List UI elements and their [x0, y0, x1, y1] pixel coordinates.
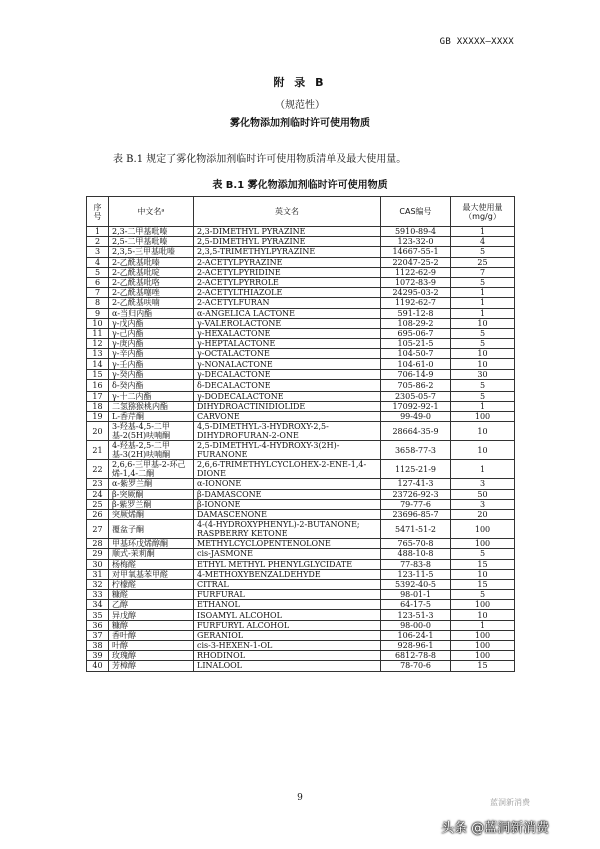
row-number: 20: [87, 422, 109, 441]
table-row: [87, 479, 515, 489]
row-number: 31: [87, 569, 109, 579]
cas-number: 123-11-5: [381, 569, 451, 579]
max-use: 1: [451, 402, 515, 412]
en-name: γ-HEXALACTONE: [194, 328, 381, 338]
table-row: [87, 539, 515, 549]
cas-number: 78-70-6: [381, 661, 451, 671]
max-use: 3: [451, 479, 515, 489]
max-use: 10: [451, 610, 515, 620]
table-row: [87, 349, 515, 359]
cn-name: 3-羟基-4,5-二甲基-2(5H)呋喃酮: [109, 422, 194, 441]
table-row: [87, 641, 515, 651]
row-number: 14: [87, 359, 109, 369]
row-number: 19: [87, 412, 109, 422]
table-row: [87, 247, 515, 257]
en-name: 2,6,6-TRIMETHYLCYCLOHEX-2-ENE-1,4-DIONE: [194, 460, 381, 479]
table-row: [87, 630, 515, 640]
max-use: 15: [451, 559, 515, 569]
en-name: ETHYL METHYL PHENYLGLYCIDATE: [194, 559, 381, 569]
table-row: [87, 277, 515, 287]
cn-name: 对甲氧基苯甲醛: [109, 569, 194, 579]
cn-name: 叶醇: [109, 641, 194, 651]
max-use: 100: [451, 630, 515, 640]
row-number: 8: [87, 298, 109, 308]
max-use: 1: [451, 620, 515, 630]
cas-number: 98-00-0: [381, 620, 451, 630]
cas-number: 1122-62-9: [381, 267, 451, 277]
intro-paragraph: 表 B.1 规定了雾化物添加剂临时许可使用物质清单及最大使用量。: [113, 154, 407, 165]
cn-name: 2-乙酰基吡嗪: [109, 257, 194, 267]
table-row: [87, 339, 515, 349]
row-number: 26: [87, 509, 109, 519]
row-number: 27: [87, 520, 109, 539]
appendix-label: 附 录 B: [273, 76, 327, 89]
table-row: [87, 318, 515, 328]
en-name: 4-(4-HYDROXYPHENYL)-2-BUTANONE; RASPBERRY KETONE: [194, 520, 381, 539]
table-row: [87, 257, 515, 267]
cn-name: γ-壬内酯: [109, 359, 194, 369]
table-row: [87, 359, 515, 369]
row-number: 34: [87, 600, 109, 610]
en-name: γ-VALEROLACTONE: [194, 318, 381, 328]
cas-number: 123-51-3: [381, 610, 451, 620]
en-name: ISOAMYL ALCOHOL: [194, 610, 381, 620]
max-use: 5: [451, 339, 515, 349]
table-row: [87, 489, 515, 499]
cas-number: 104-61-0: [381, 359, 451, 369]
table-row: [87, 298, 515, 308]
table-row: [87, 549, 515, 559]
standard-number: GB XXXXX—XXXX: [439, 37, 514, 47]
en-name: 2-ACETYLPYRAZINE: [194, 257, 381, 267]
row-number: 17: [87, 391, 109, 401]
en-name: 2-ACETYLFURAN: [194, 298, 381, 308]
en-name: 2,5-DIMETHYL PYRAZINE: [194, 237, 381, 247]
cas-number: 1072-83-9: [381, 277, 451, 287]
cn-name: 4-羟基-2,5-二甲基-3(2H)呋喃酮: [109, 441, 194, 460]
max-use: 1: [451, 308, 515, 318]
table-row: [87, 328, 515, 338]
en-name: CARVONE: [194, 412, 381, 422]
table-row: [87, 579, 515, 589]
cas-number: 1192-62-7: [381, 298, 451, 308]
cas-number: 77-83-8: [381, 559, 451, 569]
row-number: 28: [87, 539, 109, 549]
cn-name: α-紫罗兰酮: [109, 479, 194, 489]
max-use: 10: [451, 569, 515, 579]
table-row: [87, 412, 515, 422]
cn-name: 甲基环戊烯醇酮: [109, 539, 194, 549]
en-name: γ-DODECALACTONE: [194, 391, 381, 401]
row-number: 30: [87, 559, 109, 569]
row-number: 38: [87, 641, 109, 651]
cas-number: 123-32-0: [381, 237, 451, 247]
row-number: 32: [87, 579, 109, 589]
appendix-normative: （规范性）: [275, 100, 325, 111]
cas-number: 5910-89-4: [381, 227, 451, 237]
cas-number: 22047-25-2: [381, 257, 451, 267]
row-number: 22: [87, 460, 109, 479]
row-number: 3: [87, 247, 109, 257]
table-row: [87, 600, 515, 610]
header-no: 序号: [87, 197, 109, 227]
table-row: [87, 267, 515, 277]
cn-name: δ-癸内酯: [109, 379, 194, 391]
en-name: 2-ACETYLPYRIDINE: [194, 267, 381, 277]
cas-number: 6812-78-8: [381, 651, 451, 661]
cas-number: 2305-05-7: [381, 391, 451, 401]
table-row: [87, 610, 515, 620]
watermark: 头条 @蓝洞新消费: [441, 821, 550, 836]
cas-number: 765-70-8: [381, 539, 451, 549]
table-row: [87, 590, 515, 600]
row-number: 18: [87, 402, 109, 412]
row-number: 15: [87, 369, 109, 379]
max-use: 100: [451, 539, 515, 549]
table-row: [87, 369, 515, 379]
max-use: 5: [451, 590, 515, 600]
max-use: 100: [451, 600, 515, 610]
en-name: 2,5-DIMETHYL-4-HYDROXY-3(2H)-FURANONE: [194, 441, 381, 460]
cn-name: 2,5-二甲基吡嗪: [109, 237, 194, 247]
row-number: 36: [87, 620, 109, 630]
row-number: 2: [87, 237, 109, 247]
table-row: [87, 422, 515, 441]
max-use: 5: [451, 549, 515, 559]
cas-number: 24295-03-2: [381, 288, 451, 298]
en-name: α-ANGELICA LACTONE: [194, 308, 381, 318]
cas-number: 14667-55-1: [381, 247, 451, 257]
row-number: 9: [87, 308, 109, 318]
cas-number: 591-12-8: [381, 308, 451, 318]
row-number: 10: [87, 318, 109, 328]
max-use: 15: [451, 661, 515, 671]
en-name: 4-METHOXYBENZALDEHYDE: [194, 569, 381, 579]
cn-name: γ-己内酯: [109, 328, 194, 338]
cn-name: L-香芹酮: [109, 412, 194, 422]
row-number: 7: [87, 288, 109, 298]
max-use: 10: [451, 359, 515, 369]
en-name: FURFURYL ALCOHOL: [194, 620, 381, 630]
watermark-small: 蓝洞新消费: [490, 798, 530, 807]
en-name: γ-DECALACTONE: [194, 369, 381, 379]
table-row: [87, 227, 515, 237]
cn-name: 玫瑰醇: [109, 651, 194, 661]
table-row: [87, 288, 515, 298]
row-number: 25: [87, 499, 109, 509]
cas-number: 1125-21-9: [381, 460, 451, 479]
table-row: [87, 379, 515, 391]
max-use: 30: [451, 369, 515, 379]
en-name: RHODINOL: [194, 651, 381, 661]
max-use: 50: [451, 489, 515, 499]
table-body: [87, 227, 515, 672]
max-use: 100: [451, 520, 515, 539]
header-cas: CAS编号: [381, 197, 451, 227]
max-use: 3: [451, 499, 515, 509]
cas-number: 28664-35-9: [381, 422, 451, 441]
max-use: 10: [451, 441, 515, 460]
table-row: [87, 499, 515, 509]
table-row: [87, 569, 515, 579]
cn-name: 柠檬醛: [109, 579, 194, 589]
row-number: 13: [87, 349, 109, 359]
cn-name: 2-乙酰基呋喃: [109, 298, 194, 308]
cn-name: 糠醇: [109, 620, 194, 630]
max-use: 25: [451, 257, 515, 267]
en-name: γ-HEPTALACTONE: [194, 339, 381, 349]
row-number: 21: [87, 441, 109, 460]
cas-number: 23726-92-3: [381, 489, 451, 499]
table-row: [87, 620, 515, 630]
max-use: 5: [451, 277, 515, 287]
cas-number: 706-14-9: [381, 369, 451, 379]
max-use: 20: [451, 509, 515, 519]
max-use: 100: [451, 651, 515, 661]
cn-name: 乙醇: [109, 600, 194, 610]
cas-number: 127-41-3: [381, 479, 451, 489]
en-name: δ-DECALACTONE: [194, 379, 381, 391]
cn-name: 2,6,6-三甲基-2-环己烯-1,4-二酮: [109, 460, 194, 479]
cas-number: 98-01-1: [381, 590, 451, 600]
cn-name: β-突厥酮: [109, 489, 194, 499]
cas-number: 106-24-1: [381, 630, 451, 640]
row-number: 35: [87, 610, 109, 620]
cas-number: 488-10-8: [381, 549, 451, 559]
cas-number: 64-17-5: [381, 600, 451, 610]
en-name: ETHANOL: [194, 600, 381, 610]
en-name: β-DAMASCONE: [194, 489, 381, 499]
cn-name: 顺式-茉莉酮: [109, 549, 194, 559]
cn-name: 2-乙酰基吡咯: [109, 277, 194, 287]
max-use: 5: [451, 328, 515, 338]
cn-name: 二氢猕猴桃内酯: [109, 402, 194, 412]
max-use: 10: [451, 349, 515, 359]
cn-name: 覆盆子酮: [109, 520, 194, 539]
cn-name: γ-庚内酯: [109, 339, 194, 349]
row-number: 12: [87, 339, 109, 349]
row-number: 39: [87, 651, 109, 661]
en-name: 2-ACETYLPYRROLE: [194, 277, 381, 287]
table-row: [87, 661, 515, 671]
cn-name: γ-十二内酯: [109, 391, 194, 401]
en-name: LINALOOL: [194, 661, 381, 671]
cas-number: 23696-85-7: [381, 509, 451, 519]
max-use: 1: [451, 227, 515, 237]
row-number: 29: [87, 549, 109, 559]
cas-number: 104-50-7: [381, 349, 451, 359]
row-number: 5: [87, 267, 109, 277]
cas-number: 695-06-7: [381, 328, 451, 338]
cn-name: α-当归内酯: [109, 308, 194, 318]
page-number: 9: [297, 793, 303, 803]
row-number: 1: [87, 227, 109, 237]
row-number: 11: [87, 328, 109, 338]
table-row: [87, 237, 515, 247]
max-use: 15: [451, 579, 515, 589]
max-use: 5: [451, 247, 515, 257]
cas-number: 3658-77-3: [381, 441, 451, 460]
cn-name: 芳樟醇: [109, 661, 194, 671]
max-use: 100: [451, 412, 515, 422]
max-use: 1: [451, 460, 515, 479]
cn-name: γ-辛内酯: [109, 349, 194, 359]
en-name: γ-OCTALACTONE: [194, 349, 381, 359]
cn-name: γ-戊内酯: [109, 318, 194, 328]
max-use: 4: [451, 237, 515, 247]
table-row: [87, 391, 515, 401]
cn-name: 2,3-二甲基吡嗪: [109, 227, 194, 237]
table-row: [87, 509, 515, 519]
en-name: DIHYDROACTINIDIOLIDE: [194, 402, 381, 412]
max-use: 1: [451, 288, 515, 298]
max-use: 5: [451, 379, 515, 391]
max-use: 10: [451, 422, 515, 441]
table-row: [87, 441, 515, 460]
en-name: cis-3-HEXEN-1-OL: [194, 641, 381, 651]
header-cn: 中文名ᵃ: [109, 197, 194, 227]
max-use: 1: [451, 298, 515, 308]
table-row: [87, 402, 515, 412]
cn-name: β-紫罗兰酮: [109, 499, 194, 509]
max-use: 10: [451, 318, 515, 328]
cas-number: 99-49-0: [381, 412, 451, 422]
row-number: 24: [87, 489, 109, 499]
cn-name: 突厥烯酮: [109, 509, 194, 519]
en-name: 2,3-DIMETHYL PYRAZINE: [194, 227, 381, 237]
cn-name: 杨梅醛: [109, 559, 194, 569]
en-name: 4,5-DIMETHYL-3-HYDROXY-2,5-DIHYDROFURAN-2-ONE: [194, 422, 381, 441]
cas-number: 79-77-6: [381, 499, 451, 509]
table-row: [87, 460, 515, 479]
row-number: 4: [87, 257, 109, 267]
substance-table: [86, 196, 515, 672]
cas-number: 5471-51-2: [381, 520, 451, 539]
en-name: γ-NONALACTONE: [194, 359, 381, 369]
header-max-use: 最大使用量（mg/g）: [451, 197, 515, 227]
cas-number: 17092-92-1: [381, 402, 451, 412]
en-name: 2,3,5-TRIMETHYLPYRAZINE: [194, 247, 381, 257]
en-name: 2-ACETYLTHIAZOLE: [194, 288, 381, 298]
row-number: 6: [87, 277, 109, 287]
cn-name: γ-癸内酯: [109, 369, 194, 379]
appendix-title: 雾化物添加剂临时许可使用物质: [230, 118, 370, 129]
table-caption: 表 B.1 雾化物添加剂临时许可使用物质: [212, 180, 388, 191]
en-name: GERANIOL: [194, 630, 381, 640]
max-use: 7: [451, 267, 515, 277]
cas-number: 108-29-2: [381, 318, 451, 328]
cn-name: 2-乙酰基噻唑: [109, 288, 194, 298]
row-number: 23: [87, 479, 109, 489]
header-en: 英文名: [194, 197, 381, 227]
en-name: METHYLCYCLOPENTENOLONE: [194, 539, 381, 549]
row-number: 40: [87, 661, 109, 671]
table-row: [87, 308, 515, 318]
en-name: CITRAL: [194, 579, 381, 589]
en-name: β-IONONE: [194, 499, 381, 509]
table-header-row: [87, 197, 515, 227]
cn-name: 2-乙酰基吡啶: [109, 267, 194, 277]
cn-name: 香叶醇: [109, 630, 194, 640]
cas-number: 705-86-2: [381, 379, 451, 391]
en-name: α-IONONE: [194, 479, 381, 489]
cas-number: 105-21-5: [381, 339, 451, 349]
cn-name: 糠醛: [109, 590, 194, 600]
en-name: cis-JASMONE: [194, 549, 381, 559]
cas-number: 5392-40-5: [381, 579, 451, 589]
max-use: 100: [451, 641, 515, 651]
table-row: [87, 651, 515, 661]
cas-number: 928-96-1: [381, 641, 451, 651]
row-number: 16: [87, 379, 109, 391]
table-row: [87, 520, 515, 539]
table-row: [87, 559, 515, 569]
en-name: FURFURAL: [194, 590, 381, 600]
row-number: 37: [87, 630, 109, 640]
en-name: DAMASCENONE: [194, 509, 381, 519]
cn-name: 2,3,5-三甲基吡嗪: [109, 247, 194, 257]
max-use: 5: [451, 391, 515, 401]
row-number: 33: [87, 590, 109, 600]
cn-name: 异戊醇: [109, 610, 194, 620]
